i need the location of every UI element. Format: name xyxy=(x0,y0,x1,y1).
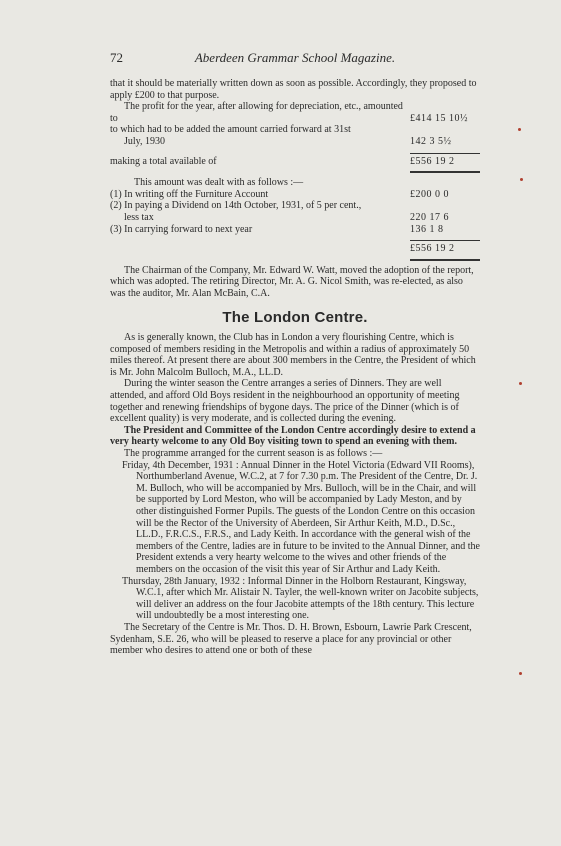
carried-label-1: to which had to be added the amount carried forward at 31st xyxy=(110,124,351,136)
welcome-paragraph: The President and Committee of the London Centre accordingly desire to extend a very hearty welcome to any Old Boy visiting town to spend an evening with them. xyxy=(110,424,476,448)
chairman-paragraph: The Chairman of the Company, Mr. Edward W. Watt, moved the adoption of the report, which was adopted. The retiring Director, Mr. A. G. Nicol Smith, was re-elected, as also was the auditor, Mr. Alan McBain, C.A. xyxy=(110,264,474,299)
magazine-title: Aberdeen Grammar School Magazine. xyxy=(194,50,396,65)
item2-label: (2) In paying a Dividend on 14th October, 1931, of 5 per cent., xyxy=(110,200,362,212)
final-amount: £556 19 2 xyxy=(410,243,455,255)
event-january: Thursday, 28th January, 1932 : Informal Dinner in the Holborn Restaurant, Kingsway, W.C.1, after which Mr. Alistair N. Tayler, the well-known writer on Jacobite subjects, will deliver an address on the four Jacobite attempts of the 18th century. This lecture will undoubtedly be a most interesting one. xyxy=(122,575,479,622)
carried-row-1 xyxy=(110,124,480,136)
margin-mark xyxy=(520,178,523,181)
section-heading: The London Centre. xyxy=(222,308,368,326)
profit-label: The profit for the year, after allowing for depreciation, etc., amounted to xyxy=(110,101,403,124)
carried-amount: 142 3 5½ xyxy=(410,135,452,147)
item3-row xyxy=(110,224,480,236)
page-content xyxy=(110,78,480,657)
secretary-paragraph: The Secretary of the Centre is Mr. Thos. D. H. Brown, Esbourn, Lawrie Park Crescent, Sydenham, S.E. 26, who will be pleased to reserve a place for any provincial or other member who desires to attend one or both of these xyxy=(110,621,472,657)
rule-3 xyxy=(110,235,480,243)
item1-row xyxy=(110,189,480,201)
margin-mark xyxy=(518,128,521,131)
london-paragraph-1: As is generally known, the Club has in London a very flourishing Centre, which is composed of members residing in the Metropolis and within a radius of approximately 50 miles thereof. At present there are about 300 members in the Centre, the President of which is Mr. John Malcolm Bulloch, M.A., LL.D. xyxy=(110,332,476,378)
item2-amount: 220 17 6 xyxy=(410,211,449,223)
margin-mark xyxy=(519,672,522,675)
item2-row xyxy=(110,200,480,212)
item2-label-b: less tax xyxy=(124,211,154,223)
item3-label: (3) In carrying forward to next year xyxy=(110,223,253,235)
item1-label: (1) In writing off the Furniture Account xyxy=(110,188,269,200)
total-amount: £556 19 2 xyxy=(410,155,455,167)
dealt-intro: This amount was dealt with as follows :— xyxy=(134,177,304,189)
rule-2 xyxy=(110,167,480,177)
carried-row-2 xyxy=(110,136,480,148)
event-december: Friday, 4th December, 1931 : Annual Dinner in the Hotel Victoria (Edward VII Rooms), Northumberland Avenue, W.C.2, at 7 for 7.30 p.m. The President of the Centre, Dr. J. M. Bulloch, who will be accompanied by Mrs. Bulloch, will be in the Chair, and will be supported by Lord Meston, who will be accompanied by Lady Meston, and by other distinguished Former Pupils. The guests of the London Centre on this occasion will be the Rector of the University of Aberdeen, Sir Arthur Keith, M.D., D.Sc., LL.D., F.R.C.S., F.R.S., and Lady Keith. In accordance with the general wish of the members of the Centre, ladies are in future to be invited to the Annual Dinner, and the President extends a very hearty welcome to the wives and other friends of the members on the occasion of the visit this year of Sir Arthur and Lady Keith. xyxy=(122,459,480,575)
final-row xyxy=(110,243,480,255)
total-row xyxy=(110,156,480,168)
page-number: 72 xyxy=(110,50,123,65)
total-label: making a total available of xyxy=(110,155,217,167)
accounts-intro: that it should be materially written down as soon as possible. Accordingly, they proposed to apply £200 to that purpose. xyxy=(110,78,477,101)
programme-intro: The programme arranged for the current season is as follows :— xyxy=(124,448,383,460)
rule-1 xyxy=(110,148,480,156)
item3-amount: 136 1 8 xyxy=(410,223,444,235)
profit-block xyxy=(110,101,480,124)
item2b-row xyxy=(110,212,480,224)
london-paragraph-2: During the winter season the Centre arranges a series of Dinners. They are well attended, and afford Old Boys resident in the neighbourhood an opportunity of meeting together and renewing friendships of bygone days. The price of the Dinner (which is of excellent quality) is very moderate, and is collected during the evening. xyxy=(110,378,460,425)
carried-label-2: July, 1930 xyxy=(124,135,166,147)
rule-4 xyxy=(110,255,480,265)
margin-mark xyxy=(519,382,522,385)
item1-amount: £200 0 0 xyxy=(410,188,449,200)
profit-amount: £414 15 10½ xyxy=(410,112,468,124)
